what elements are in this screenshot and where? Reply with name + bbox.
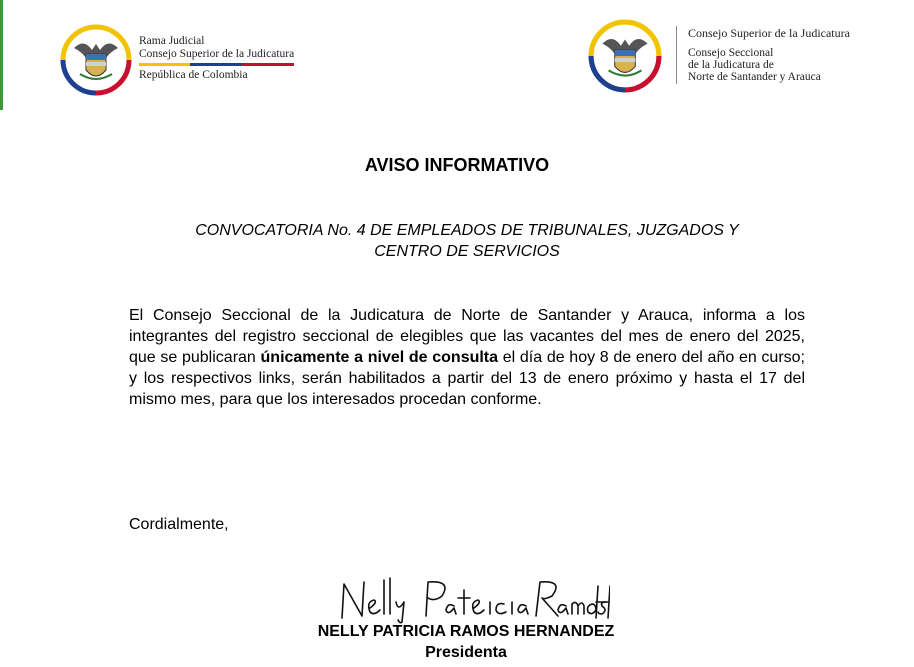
coat-of-arms-seal-left xyxy=(60,24,132,96)
coat-of-arms-seal-right xyxy=(588,19,662,93)
signer-role: Presidenta xyxy=(425,644,507,661)
header-right-line-1: Consejo Seccional xyxy=(688,47,774,59)
header-right-line-3: Norte de Santander y Arauca xyxy=(688,71,821,83)
header-right-title: Consejo Superior de la Judicatura xyxy=(688,26,850,40)
body-text-part-1: El Consejo Seccional de la Judicatura de Norte de Santander y Arauca, informa a los integrantes del registro seccional de elegibles que las vacantes del mes de enero del 2025, que se publicaran xyxy=(129,307,805,366)
header-left-line-2: Consejo Superior de la Judicatura xyxy=(139,48,295,60)
header-left-line-3: República de Colombia xyxy=(139,69,248,81)
signer-block xyxy=(0,621,914,663)
header-right-text xyxy=(688,26,850,83)
header-left-line-1: Rama Judicial xyxy=(139,35,205,47)
closing-salutation: Cordialmente, xyxy=(129,516,229,533)
document-subtitle xyxy=(120,220,814,262)
header-right-line-2: de la Judicatura de xyxy=(688,59,774,71)
body-text-bold: únicamente a nivel de consulta xyxy=(260,349,499,366)
subtitle-line-1: CONVOCATORIA No. 4 DE EMPLEADOS DE TRIBUNALES, JUZGADOS Y xyxy=(195,222,739,239)
signer-name: NELLY PATRICIA RAMOS HERNANDEZ xyxy=(317,623,615,640)
body-paragraph xyxy=(129,305,805,410)
subtitle-line-2: CENTRO DE SERVICIOS xyxy=(374,243,560,260)
left-accent-bar xyxy=(0,0,3,110)
header-divider xyxy=(676,26,677,84)
handwritten-signature xyxy=(330,572,610,624)
header-left-text xyxy=(139,35,294,82)
document-title: AVISO INFORMATIVO xyxy=(364,155,550,175)
body-text-part-2: el día de hoy 8 de enero del año en curso; y los respectivos links, serán habilitados a partir del 13 de enero próximo y hasta el 17 del mismo mes, para que los interesados procedan conforme. xyxy=(129,349,805,408)
